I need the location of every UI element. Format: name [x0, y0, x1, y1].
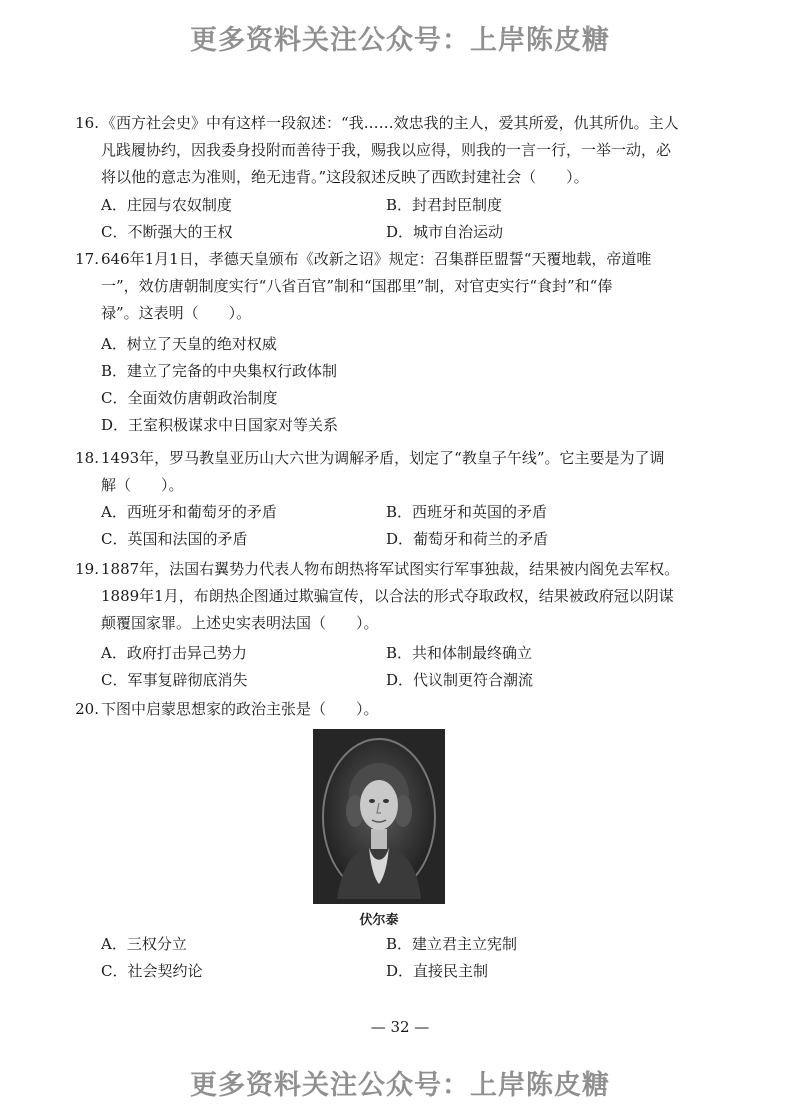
question-line: 颠覆国家罪。上述史实表明法国（ ）。: [101, 614, 379, 632]
question-line: 将以他的意志为准则，绝无违背。”这段叙述反映了西欧封建社会（ ）。: [101, 168, 589, 186]
option-b[interactable]: B．建立君主立宪制: [386, 935, 518, 953]
option-d[interactable]: D．葡萄牙和荷兰的矛盾: [386, 530, 549, 548]
option-c[interactable]: C．军事复辟彻底消失: [101, 671, 248, 689]
options-20: [101, 931, 701, 985]
question-line: 一”，效仿唐朝制度实行“八省百官”制和“国郡里”制，对官吏实行“食封”和“俸: [101, 277, 613, 295]
option-b[interactable]: B．建立了完备的中央集权行政体制: [101, 362, 338, 380]
option-d[interactable]: D．代议制更符合潮流: [386, 671, 534, 689]
question-18: [75, 445, 701, 499]
question-17: [75, 246, 701, 327]
question-number: 18.: [75, 449, 99, 467]
option-a[interactable]: A．三权分立: [101, 935, 187, 953]
option-b[interactable]: B．共和体制最终确立: [386, 644, 533, 662]
question-line: 解（ ）。: [101, 476, 184, 494]
question-line: 下图中启蒙思想家的政治主张是（ ）。: [101, 700, 379, 718]
option-a[interactable]: A．庄园与农奴制度: [101, 196, 232, 214]
option-b[interactable]: B．西班牙和英国的矛盾: [386, 503, 548, 521]
option-a[interactable]: A．树立了天皇的绝对权威: [101, 335, 277, 353]
options-16: [101, 192, 701, 246]
question-line: 凡践履协约，因我委身投附而善待于我，赐我以应得，则我的一言一行，一举一动，必: [101, 141, 672, 159]
watermark-top: 更多资料关注公众号：上岸陈皮糖: [190, 25, 610, 56]
question-line: 《西方社会史》中有这样一段叙述：“我……效忠我的主人，爱其所爱，仇其所仇。主人: [101, 114, 679, 132]
question-number: 20.: [75, 700, 99, 718]
option-a[interactable]: A．西班牙和葡萄牙的矛盾: [101, 503, 277, 521]
question-number: 16.: [75, 114, 99, 132]
option-c[interactable]: C．不断强大的王权: [101, 223, 233, 241]
question-number: 19.: [75, 560, 99, 578]
watermark-bottom: 更多资料关注公众号：上岸陈皮糖: [190, 1070, 610, 1101]
options-19: [101, 640, 701, 694]
portrait-illustration: [313, 729, 445, 904]
options-17: [101, 331, 701, 439]
option-d[interactable]: D．直接民主制: [386, 962, 489, 980]
option-c[interactable]: C．英国和法国的矛盾: [101, 530, 248, 548]
page-number: — 32 —: [370, 1018, 430, 1036]
option-a[interactable]: A．政府打击异己势力: [101, 644, 247, 662]
question-16: [75, 110, 701, 191]
question-number: 17.: [75, 250, 99, 268]
voltaire-portrait-image: [313, 729, 445, 904]
option-d[interactable]: D．城市自治运动: [386, 223, 504, 241]
option-d[interactable]: D．王室积极谋求中日国家对等关系: [101, 416, 339, 434]
option-c[interactable]: C．全面效仿唐朝政治制度: [101, 389, 278, 407]
question-19: [75, 556, 701, 637]
question-line: 1889年1月，布朗热企图通过欺骗宣传，以合法的形式夺取政权，结果被政府冠以阴谋: [101, 587, 674, 605]
question-20: [75, 696, 701, 723]
question-line: 1887年，法国右翼势力代表人物布朗热将军试图实行军事独裁，结果被内阁免去军权。: [101, 560, 680, 578]
option-b[interactable]: B．封君封臣制度: [386, 196, 503, 214]
portrait-caption: 伏尔泰: [359, 913, 399, 928]
question-line: 646年1月1日，孝德天皇颁布《改新之诏》规定：召集群臣盟誓“天覆地载，帝道唯: [101, 250, 652, 268]
question-line: 禄”。这表明（ ）。: [101, 304, 252, 322]
option-c[interactable]: C．社会契约论: [101, 962, 203, 980]
question-line: 1493年，罗马教皇亚历山大六世为调解矛盾，划定了“教皇子午线”。它主要是为了调: [101, 449, 665, 467]
options-18: [101, 499, 701, 553]
